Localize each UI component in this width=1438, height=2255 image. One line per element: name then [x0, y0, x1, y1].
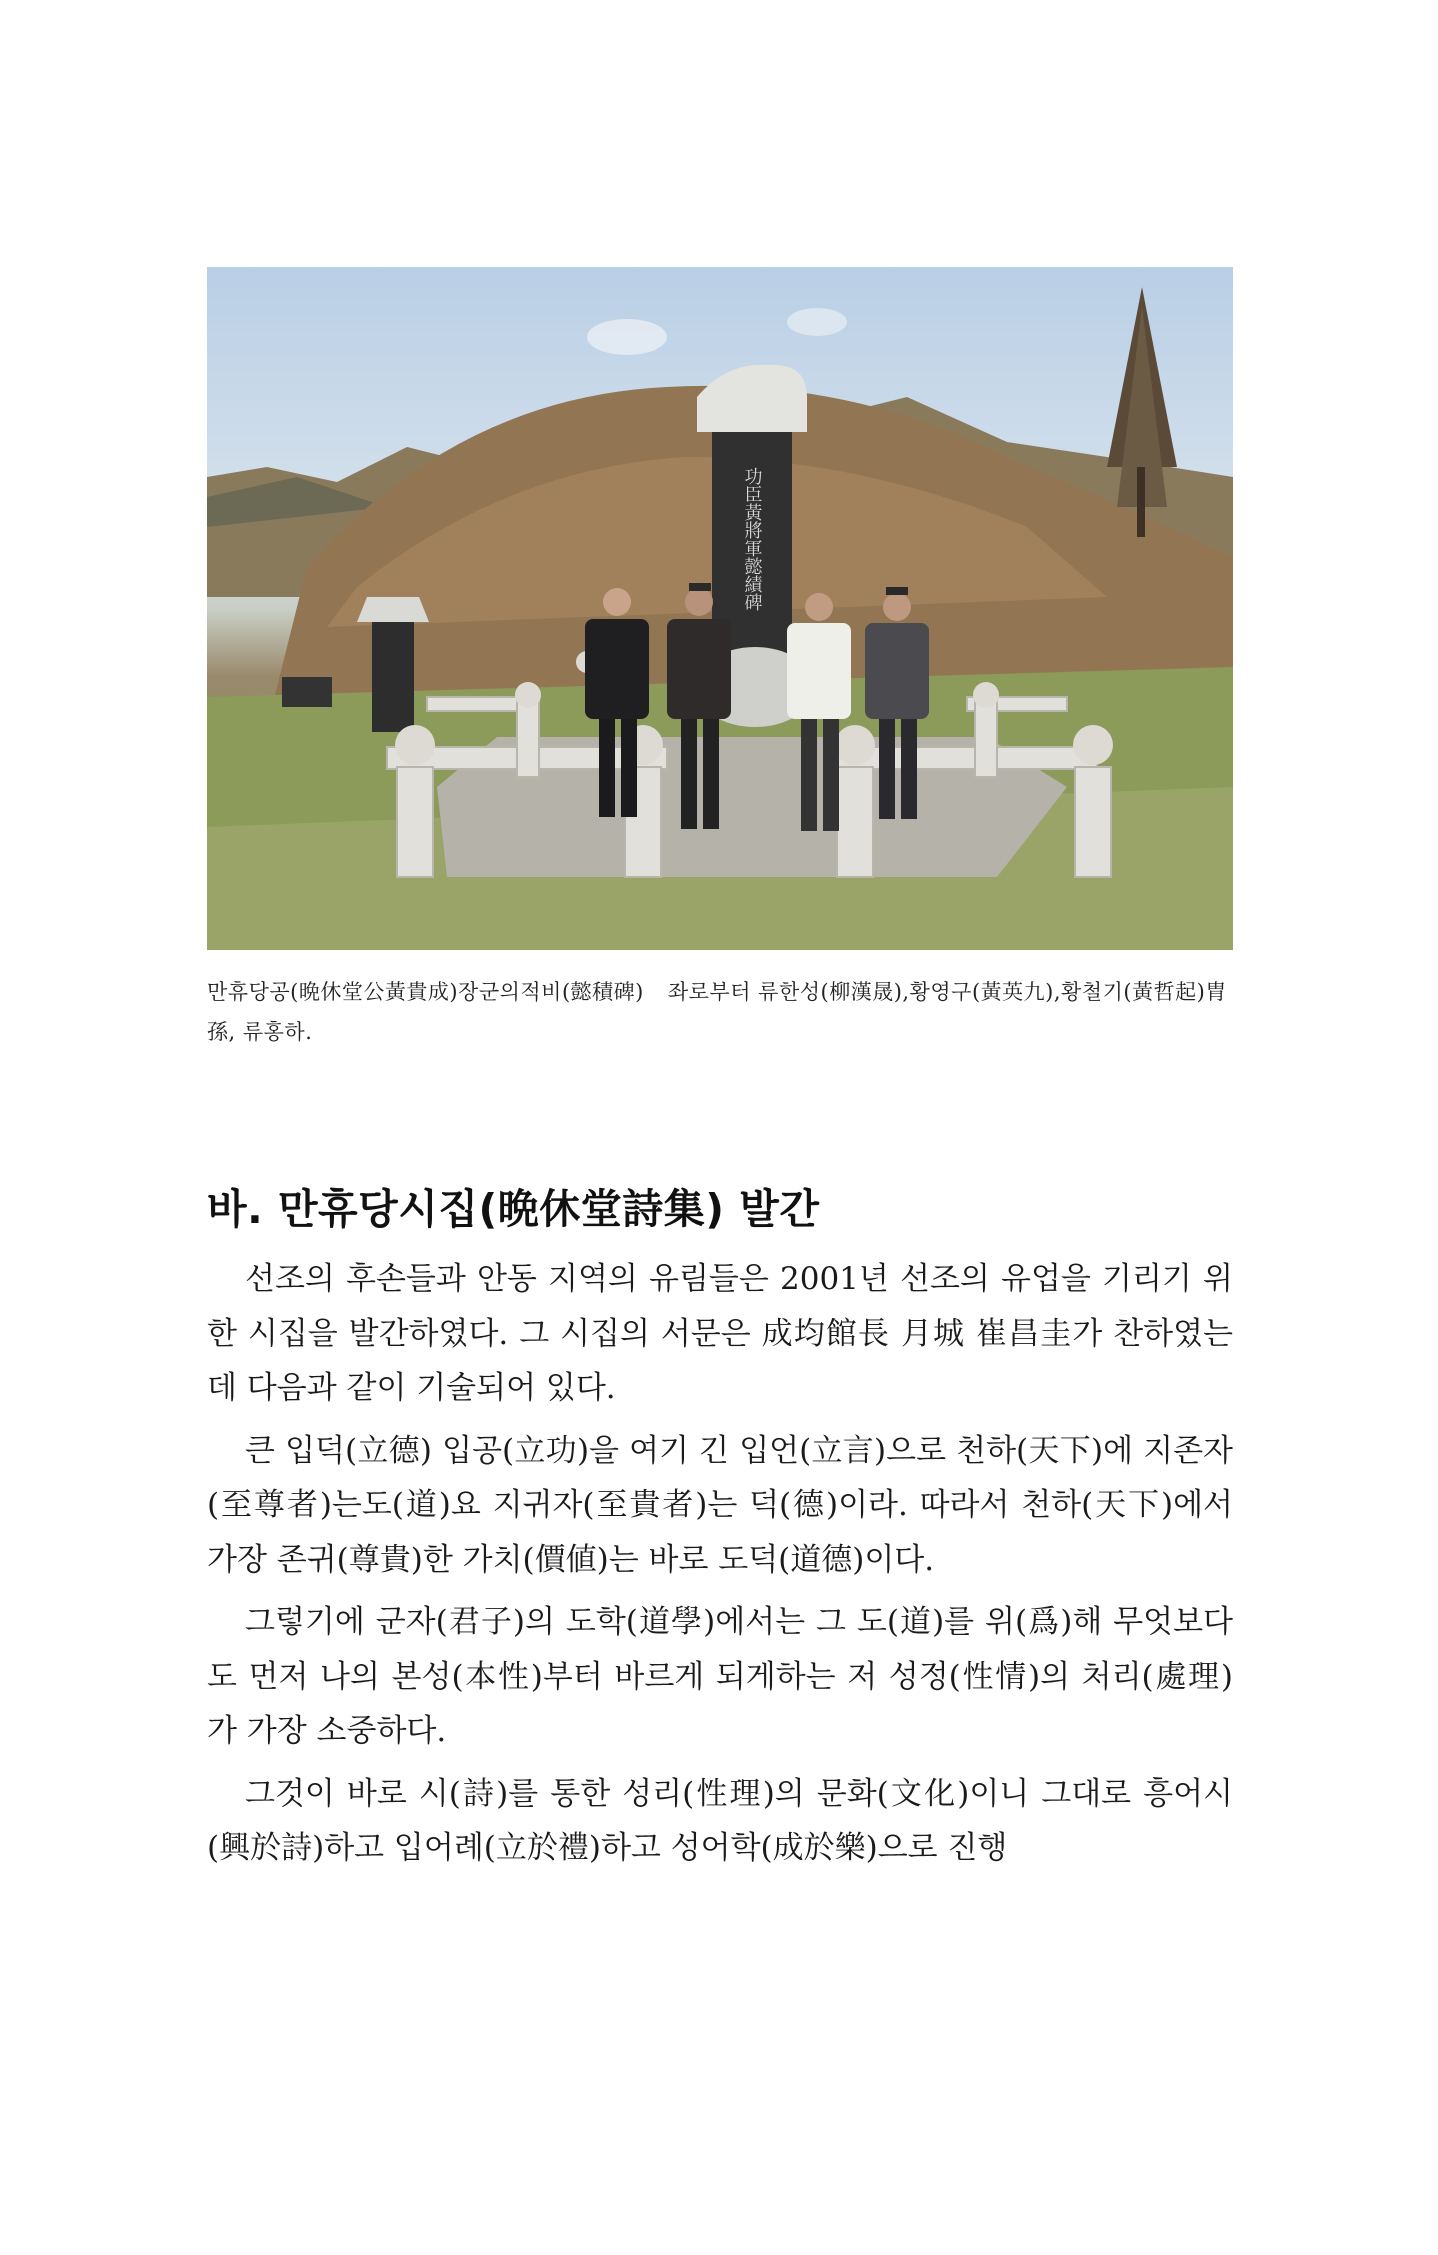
- paragraph-2: 큰 입덕(立德) 입공(立功)을 여기 긴 입언(立言)으로 천하(天下)에 지존자(至尊者)는도(道)요 지귀자(至貴者)는 덕(德)이라. 따라서 천하(天下)에서 가장 존귀(尊貴)한 가치(價値)는 바로 도덕(道德)이다.: [207, 1432, 1233, 1578]
- paragraph-1: 선조의 후손들과 안동 지역의 유림들은 2001년 선조의 유업을 기리기 위한 시집을 발간하였다. 그 시집의 서문은 成均館長 月城 崔昌圭가 찬하였는데 다음과 같이 기술되어 있다.: [207, 1261, 1233, 1406]
- paragraph-4: 그것이 바로 시(詩)를 통한 성리(性理)의 문화(文化)이니 그대로 흥어시(興於詩)하고 입어례(立於禮)하고 성어학(成於樂)으로 진행: [207, 1775, 1233, 1866]
- photo-caption: [207, 972, 1237, 1052]
- caption-people: 좌로부터 류한성(柳漢晟),황영구(黃英九),황철기(黃哲起)胄孫, 류홍하.: [207, 980, 1227, 1044]
- body-text: [207, 1252, 1233, 1884]
- caption-title: 만휴당공(晩休堂公黃貴成)장군의적비(懿積碑): [207, 980, 644, 1004]
- monument-inscription: 功臣黃將軍懿績碑: [741, 467, 763, 611]
- paragraph-3: 그렇기에 군자(君子)의 도학(道學)에서는 그 도(道)를 위(爲)해 무엇보다도 먼저 나의 본성(本性)부터 바르게 되게하는 저 성정(性情)의 처리(處理)가 가장 소중하다.: [207, 1604, 1233, 1749]
- memorial-photo: [207, 267, 1233, 950]
- section-heading: 바. 만휴당시집(晩休堂詩集) 발간: [207, 1185, 820, 1233]
